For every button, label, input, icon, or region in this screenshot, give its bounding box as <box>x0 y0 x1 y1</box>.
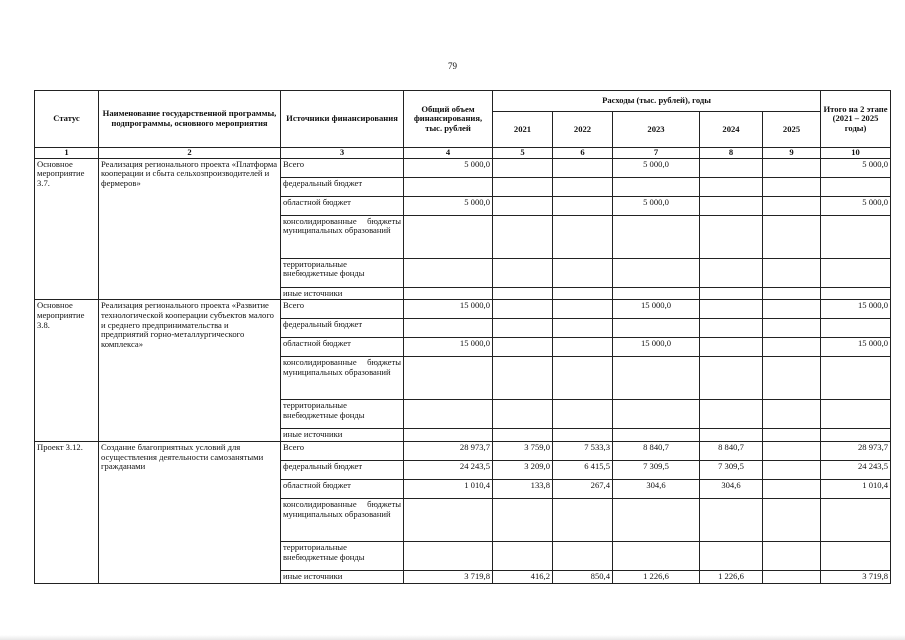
funding-source-cell: территориальные внебюджетные фонды <box>281 258 404 287</box>
stage-total-cell: 24 243,5 <box>821 460 891 479</box>
year-2021-cell <box>493 258 553 287</box>
year-2024-cell <box>700 357 763 400</box>
year-2022-cell <box>553 400 613 429</box>
year-2022-cell <box>553 177 613 196</box>
funding-source-cell: Всего <box>281 441 404 460</box>
year-2022-cell: 6 415,5 <box>553 460 613 479</box>
year-2024-cell <box>700 177 763 196</box>
total-volume-cell <box>404 357 493 400</box>
stage-total-cell <box>821 400 891 429</box>
total-volume-cell: 15 000,0 <box>404 300 493 319</box>
stage-total-cell <box>821 498 891 541</box>
year-2023-cell: 15 000,0 <box>613 300 700 319</box>
year-2025-cell <box>763 319 821 338</box>
activity-name-cell: Реализация регионального проекта «Платформа кооперации и сбыта сельхозпроизводителей и фермеров» <box>99 158 281 300</box>
year-2022-cell: 267,4 <box>553 479 613 498</box>
year-2025-cell <box>763 479 821 498</box>
column-number: 2 <box>99 148 281 159</box>
year-2025-cell <box>763 429 821 442</box>
year-2025-cell <box>763 215 821 258</box>
year-2021-cell <box>493 541 553 570</box>
total-volume-cell: 5 000,0 <box>404 196 493 215</box>
year-2025-cell <box>763 357 821 400</box>
year-2021-cell <box>493 319 553 338</box>
total-volume-cell <box>404 429 493 442</box>
column-number: 5 <box>493 148 553 159</box>
total-volume-cell: 15 000,0 <box>404 338 493 357</box>
stage-total-cell <box>821 429 891 442</box>
column-number: 4 <box>404 148 493 159</box>
year-2023-cell <box>613 319 700 338</box>
column-number: 6 <box>553 148 613 159</box>
year-2021-cell <box>493 158 553 177</box>
table-row <box>35 300 891 319</box>
budget-table-body <box>35 158 891 583</box>
total-volume-cell <box>404 400 493 429</box>
header-year-2021: 2021 <box>493 112 553 148</box>
stage-total-cell <box>821 319 891 338</box>
funding-source-cell: федеральный бюджет <box>281 319 404 338</box>
year-2022-cell <box>553 215 613 258</box>
stage-total-cell <box>821 287 891 300</box>
stage-total-cell <box>821 215 891 258</box>
header-total-volume: Общий объем финансирования, тыс. рублей <box>404 91 493 148</box>
year-2022-cell: 7 533,3 <box>553 441 613 460</box>
year-2021-cell: 416,2 <box>493 570 553 583</box>
year-2022-cell <box>553 287 613 300</box>
year-2021-cell: 133,8 <box>493 479 553 498</box>
year-2023-cell <box>613 357 700 400</box>
year-2024-cell <box>700 287 763 300</box>
funding-source-cell: Всего <box>281 300 404 319</box>
total-volume-cell <box>404 541 493 570</box>
year-2022-cell <box>553 357 613 400</box>
year-2025-cell <box>763 460 821 479</box>
status-cell: Проект 3.12. <box>35 441 99 583</box>
year-2022-cell: 850,4 <box>553 570 613 583</box>
year-2024-cell <box>700 400 763 429</box>
header-sources: Источники финансирования <box>281 91 404 148</box>
column-number-row <box>35 148 891 159</box>
year-2022-cell <box>553 429 613 442</box>
year-2024-cell <box>700 158 763 177</box>
funding-source-cell: территориальные внебюджетные фонды <box>281 541 404 570</box>
year-2023-cell: 5 000,0 <box>613 196 700 215</box>
year-2025-cell <box>763 570 821 583</box>
year-2021-cell <box>493 400 553 429</box>
page-number: 79 <box>448 61 457 71</box>
funding-source-cell: территориальные внебюджетные фонды <box>281 400 404 429</box>
budget-table <box>34 90 891 584</box>
year-2023-cell: 5 000,0 <box>613 158 700 177</box>
status-cell: Основное мероприятие 3.7. <box>35 158 99 300</box>
year-2023-cell <box>613 215 700 258</box>
column-number: 8 <box>700 148 763 159</box>
year-2025-cell <box>763 177 821 196</box>
year-2022-cell <box>553 258 613 287</box>
year-2025-cell <box>763 258 821 287</box>
year-2024-cell: 8 840,7 <box>700 441 763 460</box>
year-2021-cell: 3 209,0 <box>493 460 553 479</box>
stage-total-cell: 5 000,0 <box>821 158 891 177</box>
activity-name-cell: Реализация регионального проекта «Развитие технологической кооперации субъектов малого и среднего предпринимательства и предприятий горно-металлургического комплекса» <box>99 300 281 442</box>
year-2023-cell <box>613 498 700 541</box>
funding-source-cell: областной бюджет <box>281 196 404 215</box>
status-cell: Основное мероприятие 3.8. <box>35 300 99 442</box>
year-2023-cell <box>613 287 700 300</box>
year-2021-cell <box>493 287 553 300</box>
total-volume-cell <box>404 498 493 541</box>
column-number: 7 <box>613 148 700 159</box>
total-volume-cell <box>404 215 493 258</box>
year-2025-cell <box>763 196 821 215</box>
stage-total-cell <box>821 258 891 287</box>
total-volume-cell <box>404 287 493 300</box>
year-2023-cell <box>613 258 700 287</box>
funding-source-cell: консолидированные бюджеты муниципальных образований <box>281 498 404 541</box>
year-2023-cell <box>613 429 700 442</box>
year-2024-cell <box>700 338 763 357</box>
year-2025-cell <box>763 541 821 570</box>
stage-total-cell: 3 719,8 <box>821 570 891 583</box>
year-2025-cell <box>763 498 821 541</box>
activity-name-cell: Создание благоприятных условий для осуществления деятельности самозанятыми гражданами <box>99 441 281 583</box>
year-2023-cell: 7 309,5 <box>613 460 700 479</box>
column-number: 9 <box>763 148 821 159</box>
year-2025-cell <box>763 338 821 357</box>
stage-total-cell: 28 973,7 <box>821 441 891 460</box>
year-2024-cell <box>700 215 763 258</box>
stage-total-cell <box>821 357 891 400</box>
table-row <box>35 158 891 177</box>
year-2025-cell <box>763 300 821 319</box>
header-year-2025: 2025 <box>763 112 821 148</box>
year-2021-cell <box>493 300 553 319</box>
funding-source-cell: иные источники <box>281 429 404 442</box>
total-volume-cell: 24 243,5 <box>404 460 493 479</box>
total-volume-cell: 28 973,7 <box>404 441 493 460</box>
year-2021-cell <box>493 196 553 215</box>
stage-total-cell: 15 000,0 <box>821 300 891 319</box>
year-2024-cell <box>700 498 763 541</box>
year-2021-cell <box>493 429 553 442</box>
year-2025-cell <box>763 400 821 429</box>
year-2023-cell: 8 840,7 <box>613 441 700 460</box>
year-2024-cell: 7 309,5 <box>700 460 763 479</box>
year-2022-cell <box>553 196 613 215</box>
header-status: Статус <box>35 91 99 148</box>
year-2021-cell: 3 759,0 <box>493 441 553 460</box>
funding-source-cell: иные источники <box>281 287 404 300</box>
year-2024-cell <box>700 196 763 215</box>
total-volume-cell: 1 010,4 <box>404 479 493 498</box>
year-2023-cell <box>613 177 700 196</box>
year-2022-cell <box>553 338 613 357</box>
stage-total-cell <box>821 541 891 570</box>
year-2024-cell: 304,6 <box>700 479 763 498</box>
year-2024-cell <box>700 258 763 287</box>
scan-edge <box>0 635 905 640</box>
year-2024-cell <box>700 429 763 442</box>
header-year-2024: 2024 <box>700 112 763 148</box>
year-2022-cell <box>553 498 613 541</box>
funding-source-cell: федеральный бюджет <box>281 460 404 479</box>
year-2022-cell <box>553 319 613 338</box>
year-2022-cell <box>553 300 613 319</box>
column-number: 1 <box>35 148 99 159</box>
funding-source-cell: областной бюджет <box>281 479 404 498</box>
stage-total-cell: 15 000,0 <box>821 338 891 357</box>
year-2021-cell <box>493 215 553 258</box>
stage-total-cell <box>821 177 891 196</box>
year-2021-cell <box>493 498 553 541</box>
header-expenses: Расходы (тыс. рублей), годы <box>493 91 821 112</box>
funding-source-cell: иные источники <box>281 570 404 583</box>
funding-source-cell: Всего <box>281 158 404 177</box>
year-2022-cell <box>553 158 613 177</box>
total-volume-cell <box>404 258 493 287</box>
year-2025-cell <box>763 441 821 460</box>
year-2023-cell <box>613 400 700 429</box>
year-2025-cell <box>763 287 821 300</box>
year-2023-cell: 1 226,6 <box>613 570 700 583</box>
year-2022-cell <box>553 541 613 570</box>
year-2024-cell <box>700 319 763 338</box>
funding-source-cell: областной бюджет <box>281 338 404 357</box>
total-volume-cell <box>404 319 493 338</box>
total-volume-cell: 3 719,8 <box>404 570 493 583</box>
column-number: 10 <box>821 148 891 159</box>
year-2021-cell <box>493 338 553 357</box>
year-2023-cell: 15 000,0 <box>613 338 700 357</box>
year-2023-cell: 304,6 <box>613 479 700 498</box>
year-2024-cell <box>700 541 763 570</box>
header-name: Наименование государственной программы, подпрограммы, основного мероприятия <box>99 91 281 148</box>
header-stage-total: Итого на 2 этапе (2021 – 2025 годы) <box>821 91 891 148</box>
year-2021-cell <box>493 357 553 400</box>
table-row <box>35 441 891 460</box>
stage-total-cell: 1 010,4 <box>821 479 891 498</box>
funding-source-cell: консолидированные бюджеты муниципальных образований <box>281 357 404 400</box>
year-2024-cell: 1 226,6 <box>700 570 763 583</box>
column-number: 3 <box>281 148 404 159</box>
year-2021-cell <box>493 177 553 196</box>
total-volume-cell <box>404 177 493 196</box>
year-2024-cell <box>700 300 763 319</box>
total-volume-cell: 5 000,0 <box>404 158 493 177</box>
year-2025-cell <box>763 158 821 177</box>
header-year-2023: 2023 <box>613 112 700 148</box>
header-year-2022: 2022 <box>553 112 613 148</box>
funding-source-cell: федеральный бюджет <box>281 177 404 196</box>
stage-total-cell: 5 000,0 <box>821 196 891 215</box>
year-2023-cell <box>613 541 700 570</box>
funding-source-cell: консолидированные бюджеты муниципальных образований <box>281 215 404 258</box>
